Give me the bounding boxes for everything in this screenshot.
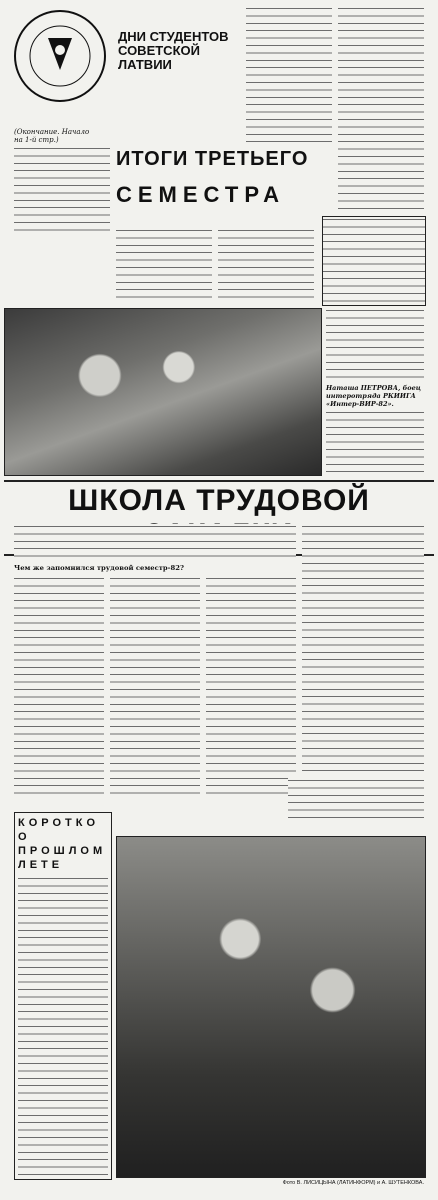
text-column <box>326 308 424 382</box>
text-column <box>110 576 200 798</box>
short-news-title: КОРОТКО О ПРОШЛОМ ЛЕТЕ <box>18 817 107 871</box>
short-news-text <box>18 876 108 1176</box>
text-column <box>326 410 424 474</box>
student-brigade-photo <box>4 308 322 476</box>
text-column <box>338 6 424 212</box>
text-column <box>206 576 296 798</box>
text-column <box>302 524 424 774</box>
short-news-box <box>14 812 112 1180</box>
text-column <box>246 6 332 146</box>
school-headline: ШКОЛА ТРУДОВОЙ <box>4 478 434 558</box>
text-column <box>14 576 104 798</box>
text-column <box>218 228 314 304</box>
photo-credit: Фото В. ЛИСИЦЫНА (ЛАТИНФОРМ) и А. ШУТЕНКОВА. <box>282 1180 424 1186</box>
article-headline: ИТОГИ ТРЕТЬЕГО СЕМЕСТРА <box>116 148 309 207</box>
text-column <box>116 228 212 304</box>
quote-paragraph <box>288 778 424 824</box>
days-title: ДНИ СТУДЕНТОВ СОВЕТСКОЙ ЛАТВИИ <box>118 29 229 72</box>
lead-paragraph <box>14 524 296 560</box>
photo-caption: Наташа ПЕТРОВА, боец интеротряда РКИИГА «Интер-ВИР-82». <box>326 384 421 408</box>
students-days-seal <box>12 8 108 104</box>
continuation-note: (Окончание. Начало на 1-й стр.) <box>14 128 90 144</box>
concert-photo <box>116 836 426 1178</box>
text-column <box>14 146 110 232</box>
subheading: Чем же запомнился трудовой семестр-82? <box>14 564 184 572</box>
boxed-text <box>322 216 426 306</box>
